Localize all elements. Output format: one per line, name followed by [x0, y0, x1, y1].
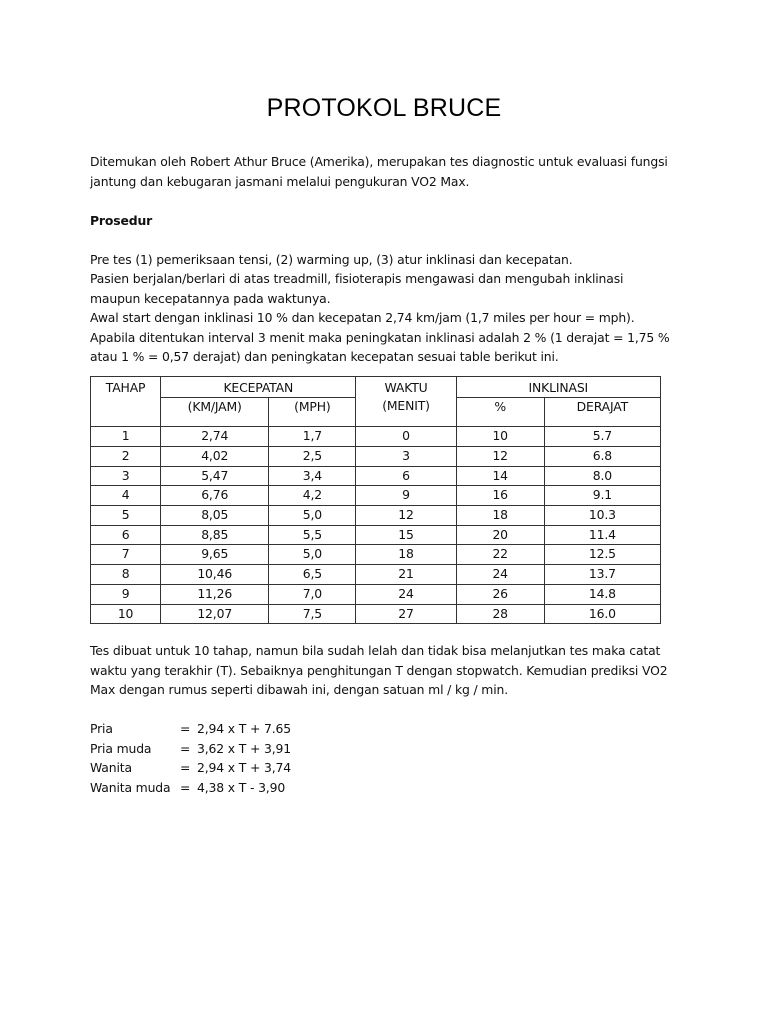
cell-tahap: 8 [91, 565, 161, 585]
table-row [91, 486, 661, 506]
cell-derajat: 12.5 [544, 545, 660, 565]
cell-derajat: 14.8 [544, 584, 660, 604]
cell-persen: 22 [456, 545, 544, 565]
formula-list [90, 719, 675, 797]
cell-mph: 2,5 [269, 446, 356, 466]
table-row [91, 584, 661, 604]
cell-tahap: 5 [91, 506, 161, 526]
procedure-line: Awal start dengan inklinasi 10 % dan kecepatan 2,74 km/jam (1,7 miles per hour = mph). [90, 310, 635, 325]
cell-persen: 26 [456, 584, 544, 604]
cell-derajat: 5.7 [544, 427, 660, 447]
cell-mph: 7,5 [269, 604, 356, 624]
cell-tahap: 10 [91, 604, 161, 624]
cell-menit: 9 [356, 486, 456, 506]
intro-line: jantung dan kebugaran jasmani melalui pengukuran VO2 Max. [90, 173, 470, 189]
formula-equals: = [180, 779, 191, 795]
cell-menit: 27 [356, 604, 456, 624]
table-row [91, 565, 661, 585]
cell-persen: 16 [456, 486, 544, 506]
formula-label: Pria [90, 721, 113, 737]
table-row [91, 506, 661, 526]
procedure-line: atau 1 % = 0,57 derajat) dan peningkatan kecepatan sesuai table berikut ini. [90, 349, 559, 364]
procedure-line: maupun kecepatannya pada waktunya. [90, 290, 331, 306]
bruce-protocol-table [90, 376, 661, 625]
header-kecepatan: KECEPATAN [161, 376, 356, 398]
cell-mph: 4,2 [269, 486, 356, 506]
procedure-line: Pre tes (1) pemeriksaan tensi, (2) warming up, (3) atur inklinasi dan kecepatan. [90, 251, 573, 267]
cell-kmjam: 8,85 [161, 525, 269, 545]
cell-kmjam: 10,46 [161, 565, 269, 585]
cell-tahap: 3 [91, 466, 161, 486]
cell-tahap: 9 [91, 584, 161, 604]
spacer [90, 191, 675, 211]
table-header-row [91, 376, 661, 398]
cell-menit: 24 [356, 584, 456, 604]
header-waktu [356, 376, 456, 427]
table-row [91, 525, 661, 545]
cell-kmjam: 11,26 [161, 584, 269, 604]
header-menit-label: (MENIT) [382, 398, 430, 414]
header-inklinasi: INKLINASI [456, 376, 660, 398]
header-kmjam: (KM/JAM) [161, 398, 269, 427]
formula-row [90, 739, 675, 759]
header-mph: (MPH) [269, 398, 356, 427]
cell-derajat: 13.7 [544, 565, 660, 585]
intro-line: Ditemukan oleh Robert Athur Bruce (Amerika), merupakan tes diagnostic untuk evaluasi fungsi [90, 154, 668, 169]
cell-mph: 1,7 [269, 427, 356, 447]
cell-tahap: 6 [91, 525, 161, 545]
formula-equals: = [180, 740, 191, 756]
table-row [91, 466, 661, 486]
header-waktu-label: WAKTU [384, 379, 428, 395]
cell-persen: 14 [456, 466, 544, 486]
formula-label: Pria muda [90, 740, 152, 756]
cell-derajat: 8.0 [544, 466, 660, 486]
table-row [91, 604, 661, 624]
page-title: PROTOKOL BRUCE [266, 94, 502, 122]
cell-mph: 5,5 [269, 525, 356, 545]
after-table-text [90, 641, 675, 700]
procedure-heading: Prosedur [90, 212, 153, 228]
cell-derajat: 11.4 [544, 525, 660, 545]
formula-expression: 4,38 x T - 3,90 [197, 779, 286, 795]
table-row [91, 545, 661, 565]
after-line: Max dengan rumus seperti dibawah ini, dengan satuan ml / kg / min. [90, 682, 509, 698]
cell-persen: 24 [456, 565, 544, 585]
cell-persen: 28 [456, 604, 544, 624]
formula-label: Wanita muda [90, 779, 171, 795]
formula-expression: 3,62 x T + 3,91 [197, 740, 291, 756]
formula-row [90, 719, 675, 739]
cell-kmjam: 8,05 [161, 506, 269, 526]
cell-kmjam: 9,65 [161, 545, 269, 565]
formula-equals: = [180, 721, 191, 737]
cell-mph: 5,0 [269, 545, 356, 565]
header-derajat: DERAJAT [544, 398, 660, 427]
cell-derajat: 9.1 [544, 486, 660, 506]
cell-menit: 15 [356, 525, 456, 545]
cell-menit: 3 [356, 446, 456, 466]
formula-row [90, 758, 675, 778]
procedure-line: Apabila ditentukan interval 3 menit maka peningkatan inklinasi adalah 2 % (1 derajat = 1,75 % [90, 329, 670, 345]
formula-label: Wanita [90, 760, 132, 776]
cell-menit: 18 [356, 545, 456, 565]
formula-equals: = [180, 760, 191, 776]
cell-menit: 0 [356, 427, 456, 447]
cell-mph: 7,0 [269, 584, 356, 604]
cell-persen: 10 [456, 427, 544, 447]
document-body [90, 152, 675, 797]
cell-tahap: 2 [91, 446, 161, 466]
cell-kmjam: 4,02 [161, 446, 269, 466]
cell-persen: 12 [456, 446, 544, 466]
cell-persen: 20 [456, 525, 544, 545]
cell-menit: 21 [356, 565, 456, 585]
cell-kmjam: 6,76 [161, 486, 269, 506]
cell-tahap: 4 [91, 486, 161, 506]
table-body [91, 427, 661, 624]
cell-derajat: 6.8 [544, 446, 660, 466]
cell-derajat: 16.0 [544, 604, 660, 624]
spacer [90, 230, 675, 250]
after-line: Tes dibuat untuk 10 tahap, namun bila sudah lelah dan tidak bisa melanjutkan tes maka catat [90, 643, 661, 659]
cell-tahap: 1 [91, 427, 161, 447]
cell-kmjam: 2,74 [161, 427, 269, 447]
cell-mph: 5,0 [269, 506, 356, 526]
cell-kmjam: 5,47 [161, 466, 269, 486]
header-tahap: TAHAP [91, 376, 161, 427]
formula-expression: 2,94 x T + 7.65 [197, 721, 291, 737]
cell-persen: 18 [456, 506, 544, 526]
cell-kmjam: 12,07 [161, 604, 269, 624]
cell-mph: 3,4 [269, 466, 356, 486]
after-line: waktu yang terakhir (T). Sebaiknya penghitungan T dengan stopwatch. Kemudian prediksi VO2 [90, 662, 668, 678]
cell-tahap: 7 [91, 545, 161, 565]
procedure-line: Pasien berjalan/berlari di atas treadmill, fisioterapis mengawasi dan mengubah inklinasi [90, 271, 624, 286]
cell-menit: 12 [356, 506, 456, 526]
cell-menit: 6 [356, 466, 456, 486]
formula-row [90, 778, 675, 798]
header-persen: % [456, 398, 544, 427]
table-row [91, 427, 661, 447]
cell-mph: 6,5 [269, 565, 356, 585]
cell-derajat: 10.3 [544, 506, 660, 526]
formula-expression: 2,94 x T + 3,74 [197, 760, 291, 776]
table-row [91, 446, 661, 466]
